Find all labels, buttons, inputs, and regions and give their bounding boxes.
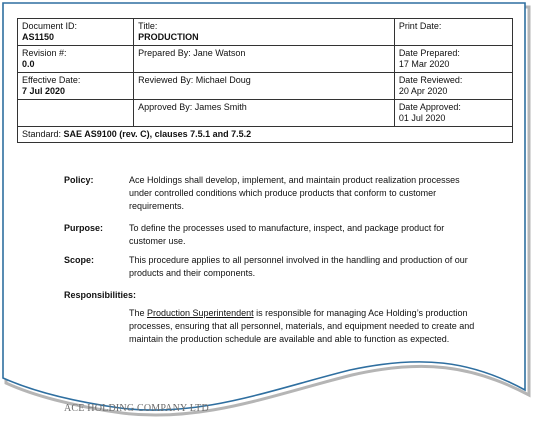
- prepared-by-cell: [134, 46, 395, 73]
- date-prepared-value: 17 Mar 2020: [398, 59, 450, 69]
- header-row-5: [18, 127, 513, 143]
- effective-date-cell: [18, 73, 134, 100]
- scope-text: [129, 254, 468, 280]
- purpose-line-1: To define the processes used to manufacture, inspect, and package product for: [129, 223, 445, 233]
- revision-label: Revision #:: [22, 48, 67, 58]
- production-superintendent-link[interactable]: Production Superintendent: [147, 308, 254, 318]
- document-header-table: [17, 18, 513, 143]
- header-row-2: [18, 46, 513, 73]
- resp-line-1-rest: is responsible for managing Ace Holding’s production: [253, 308, 468, 318]
- document-id-label: Document ID:: [22, 21, 78, 31]
- print-date-label: Print Date:: [398, 21, 442, 31]
- approved-by-cell: [134, 100, 395, 127]
- policy-line-3: requirements.: [129, 201, 185, 211]
- header-row-1: [18, 19, 513, 46]
- purpose-line-2: customer use.: [129, 236, 186, 246]
- responsibilities-text: [129, 307, 474, 346]
- standard-label: Standard:: [22, 129, 64, 139]
- scope-line-1: This procedure applies to all personnel involved in the handling and production of our: [129, 255, 468, 265]
- responsibilities-line-3: maintain the production schedule are available and able to function as expected.: [129, 334, 450, 344]
- print-date-cell: [394, 19, 512, 46]
- date-prepared-cell: [394, 46, 512, 73]
- effective-date-label: Effective Date:: [22, 75, 81, 85]
- header-row-3: [18, 73, 513, 100]
- header-row-4: [18, 100, 513, 127]
- date-approved-cell: [394, 100, 512, 127]
- responsibilities-line-2: processes, ensuring that all personnel, materials, and equipment needed to create and: [129, 321, 475, 331]
- date-approved-value: 01 Jul 2020: [398, 113, 446, 123]
- resp-prefix: The: [129, 308, 148, 318]
- revision-value: 0.0: [22, 59, 35, 69]
- effective-date-value: 7 Jul 2020: [22, 86, 66, 96]
- date-prepared-label: Date Prepared:: [398, 48, 460, 58]
- title-value: PRODUCTION: [138, 32, 199, 42]
- document-id-cell: [18, 19, 134, 46]
- standard-value: SAE AS9100 (rev. C), clauses 7.5.1 and 7.5.2: [63, 129, 252, 139]
- title-label: Title:: [138, 21, 158, 31]
- date-reviewed-cell: [394, 73, 512, 100]
- responsibilities-term: Responsibilities:: [64, 290, 137, 300]
- policy-line-1: Ace Holdings shall develop, implement, and maintain product realization processes: [129, 175, 460, 185]
- responsibilities-line-1: [129, 307, 474, 320]
- footer-company-name: ACE HOLDING COMPANY LTD: [64, 403, 209, 414]
- empty-cell: [18, 100, 134, 127]
- standard-cell: [18, 127, 513, 143]
- reviewed-by-cell: [134, 73, 395, 100]
- scope-line-2: products and their components.: [129, 268, 256, 278]
- purpose-text: [129, 222, 444, 248]
- prepared-by-text: Prepared By: Jane Watson: [138, 48, 246, 58]
- revision-cell: [18, 46, 134, 73]
- date-approved-label: Date Approved:: [398, 102, 461, 112]
- date-reviewed-value: 20 Apr 2020: [398, 86, 448, 96]
- purpose-term: Purpose:: [64, 223, 104, 233]
- document-id-value: AS1150: [22, 32, 55, 42]
- title-cell: [134, 19, 395, 46]
- scope-term: Scope:: [64, 255, 95, 265]
- policy-text: [129, 174, 460, 213]
- policy-term: Policy:: [64, 175, 94, 185]
- date-reviewed-label: Date Reviewed:: [398, 75, 463, 85]
- policy-line-2: under controlled conditions which produce products that conform to customer: [129, 188, 437, 198]
- approved-by-text: Approved By: James Smith: [138, 102, 247, 112]
- reviewed-by-text: Reviewed By: Michael Doug: [138, 75, 251, 85]
